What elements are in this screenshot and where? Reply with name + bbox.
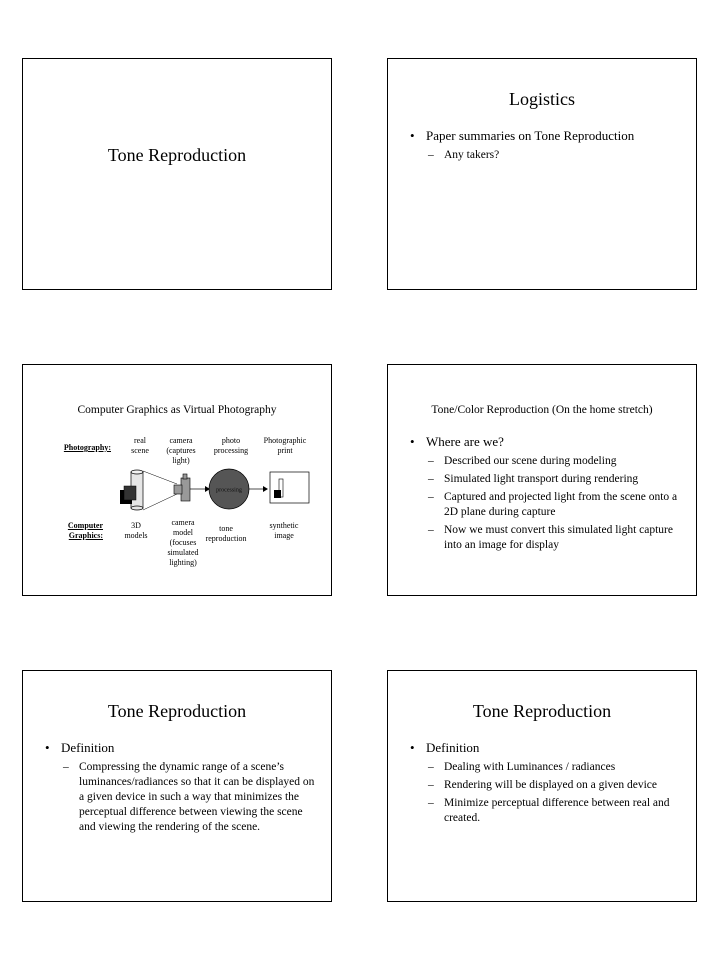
synthetic-image-label: synthetic image (269, 521, 299, 540)
3d-models-label: 3D models (124, 521, 148, 540)
slide-4-title: Tone/Color Reproduction (On the home stretch) (431, 404, 653, 416)
sub-bullet: – Any takers? (428, 149, 500, 161)
slide-1-title: Tone Reproduction (107, 145, 247, 165)
sub-bullet: – Compressing the dynamic range of a scene’s luminances/radiances so that it can be displayed on a given device in such a way that minimizes the perceptual difference between viewing the scene and viewing the rendering of the scene. (63, 761, 315, 833)
slide-2-bullets (410, 128, 684, 166)
bullet: • Where are we? (410, 434, 684, 450)
photography-row-label: Photography: (63, 443, 111, 452)
sub-bullet: – Captured and projected light from the scene onto a 2D plane during capture (428, 491, 678, 518)
slide-1 (22, 58, 332, 290)
slide-3-title: Computer Graphics as Virtual Photography (77, 404, 277, 416)
slide-4 (387, 364, 697, 596)
slide-5 (22, 670, 332, 902)
print-icon (270, 472, 309, 503)
slide-2-title: Logistics (509, 89, 575, 109)
bullet: • Definition (45, 740, 319, 756)
processing-label: processing (216, 487, 242, 494)
camera-icon (174, 474, 190, 501)
camera-captures-label: camera (captures light) (166, 436, 196, 465)
sub-bullet: – Simulated light transport during rendering (428, 473, 639, 485)
sub-bullet: – Dealing with Luminances / radiances (428, 761, 616, 773)
slide-6-bullets (410, 740, 684, 829)
real-scene-label: real scene (131, 436, 149, 455)
processing-circle-icon (209, 469, 249, 509)
sub-bullet: – Rendering will be displayed on a given device (428, 779, 658, 791)
slide-5-title: Tone Reproduction (107, 701, 247, 721)
slide-3 (22, 364, 332, 596)
pipeline-diagram (23, 365, 333, 597)
slide-6-title: Tone Reproduction (472, 701, 612, 721)
sub-bullet: – Described our scene during modeling (428, 455, 617, 467)
slide-2 (387, 58, 697, 290)
photo-processing-label: photo processing (213, 436, 249, 455)
bullet: • Paper summaries on Tone Reproduction (410, 128, 684, 144)
sub-bullet: – Now we must convert this simulated light capture into an image for display (428, 524, 673, 551)
sub-bullet: – Minimize perceptual difference between real and created. (428, 797, 670, 824)
photographic-print-label: Photographic print (263, 436, 307, 455)
slide-4-bullets (410, 434, 684, 556)
slide-5-bullets (45, 740, 319, 838)
tone-reproduction-label: tone reproduction (205, 524, 247, 543)
bullet: • Definition (410, 740, 684, 756)
camera-model-label: camera model (focuses simulated lighting) (167, 518, 199, 567)
slide-6 (387, 670, 697, 902)
cg-row-label: Computer Graphics: (67, 521, 103, 540)
